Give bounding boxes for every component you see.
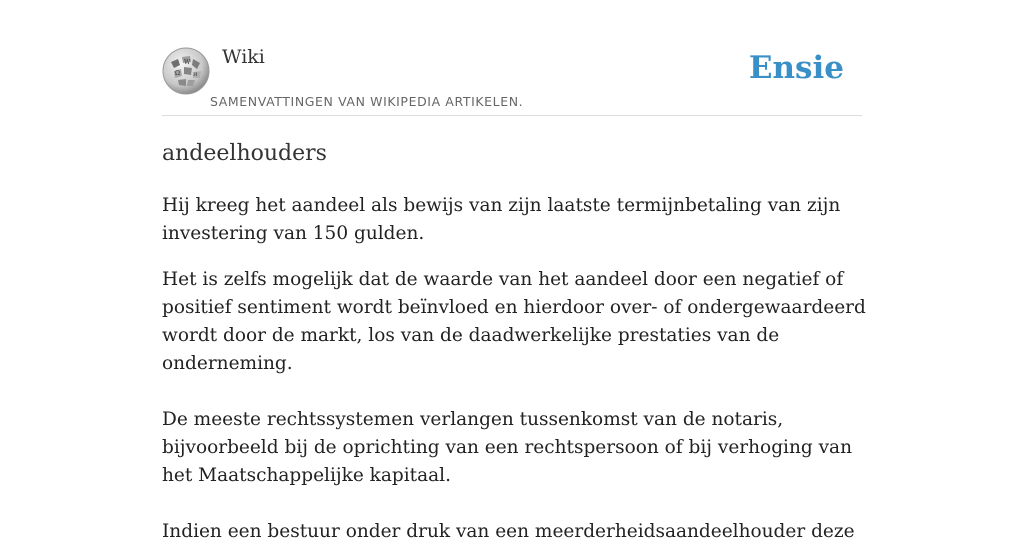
article-title: andeelhouders [162,141,327,166]
article-paragraph: Indien een bestuur onder druk van een meerderheidsaandeelhouder deze [162,521,855,542]
article-paragraph: Het is zelfs mogelijk dat de waarde van het aandeel door een negatief of positief sentiment wordt beïnvloed en hierdoor over- of ondergewaardeerd wordt door de markt, los van de daadwerkelijke prestaties van de onderneming. [162,269,866,374]
svg-text:И: И [193,72,198,78]
article-paragraph: Hij kreeg het aandeel als bewijs van zijn laatste termijnbetaling van zijn investering van 150 gulden. [162,195,841,244]
site-name[interactable]: Wiki [222,46,265,68]
article-paragraph: De meeste rechtssystemen verlangen tussenkomst van de notaris, bijvoorbeeld bij de oprichting van een rechtspersoon of bij verhoging van het Maatschappelijke kapitaal. [162,409,852,486]
svg-text:W: W [184,59,191,66]
site-tagline: SAMENVATTINGEN VAN WIKIPEDIA ARTIKELEN. [210,94,524,109]
brand-logo-link[interactable]: Ensie [748,50,844,86]
site-header [162,44,862,116]
wikipedia-globe-icon[interactable] [162,47,210,95]
svg-text:Ω: Ω [175,70,180,77]
article-content [162,138,866,546]
